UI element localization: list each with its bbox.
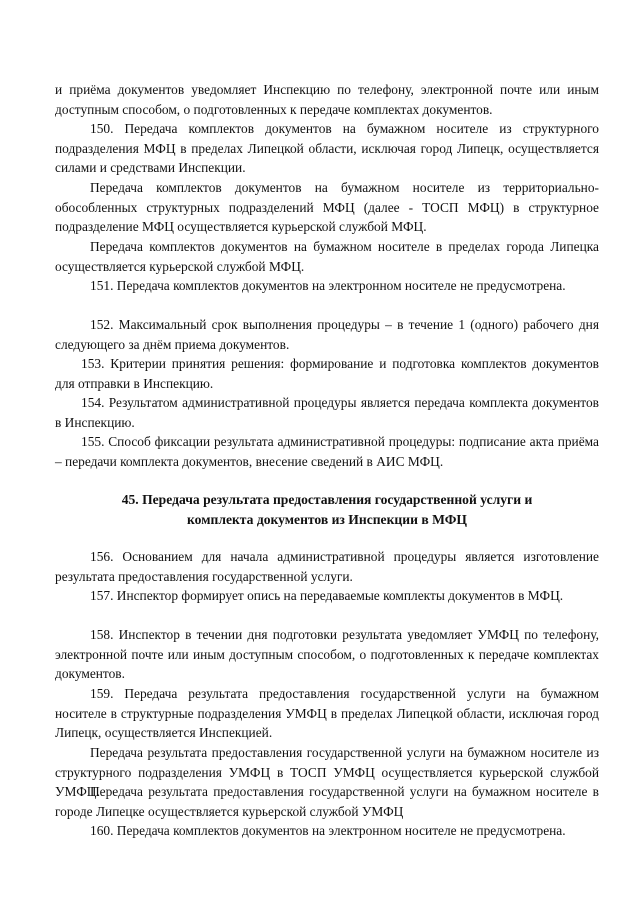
section-heading-line-1: 45. Передача результата предоставления государственной услуги и: [121, 492, 533, 507]
paragraph-150: 150. Передача комплектов документов на бумажном носителе из структурного подразделения МФЦ в пределах Липецкой области, исключая город Липецк, осуществляется силами и средствами Инспекции.: [55, 121, 599, 176]
paragraph-151: 151. Передача комплектов документов на электронном носителе не предусмотрена.: [90, 278, 566, 293]
paragraph-152: 152. Максимальный срок выполнения процедуры – в течение 1 (одного) рабочего дня следующего за днём приема документов.: [55, 317, 599, 352]
paragraph-153: 153. Критерии принятия решения: формирование и подготовка комплектов документов для отправки в Инспекцию.: [55, 356, 599, 391]
paragraph-159: 159. Передача результата предоставления государственной услуги на бумажном носителе в структурные подразделения УМФЦ в пределах Липецкой области, исключая город Липецк, осуществляется Инспекцией.: [55, 686, 599, 741]
paragraph-159-lipetsk: Передача результата предоставления государственной услуги на бумажном носителе в городе Липецке осуществляется курьерской службой УМФЦ: [55, 784, 599, 819]
paragraph-160: 160. Передача комплектов документов на электронном носителе не предусмотрена.: [90, 823, 566, 838]
paragraph-154: 154. Результатом административной процедуры является передача комплекта документов в Инспекцию.: [55, 395, 599, 430]
section-heading: [55, 490, 599, 529]
paragraph-155: 155. Способ фиксации результата административной процедуры: подписание акта приёма – передачи комплекта документов, внесение сведений в АИС МФЦ.: [55, 434, 599, 469]
paragraph-157: 157. Инспектор формирует опись на передаваемые комплекты документов в МФЦ.: [90, 588, 564, 603]
paragraph-continuation: и приёма документов уведомляет Инспекцию по телефону, электронной почте или иным доступным способом, о подготовленных к передаче комплектах документов.: [55, 82, 599, 117]
paragraph-158: 158. Инспектор в течении дня подготовки результата уведомляет УМФЦ по телефону, электронной почте или иным доступным способом, о подготовленных к передаче комплектах документов.: [55, 627, 599, 682]
paragraph-159-tosp: Передача результата предоставления государственной услуги на бумажном носителе из структурного подразделения УМФЦ в ТОСП УМФЦ осуществляется курьерской службой УМФЦ.: [55, 745, 599, 800]
paragraph-150-tosp: Передача комплектов документов на бумажном носителе из территориально-обособленных структурных подразделений МФЦ (далее - ТОСП МФЦ) в структурное подразделение МФЦ осуществляется курьерской службой МФЦ.: [55, 180, 599, 235]
paragraph-150-lipetsk: Передача комплектов документов на бумажном носителе в пределах города Липецка осуществляется курьерской службой МФЦ.: [55, 239, 599, 274]
section-heading-line-2: комплекта документов из Инспекции в МФЦ: [187, 511, 467, 527]
paragraph-156: 156. Основанием для начала административной процедуры является изготовление результата предоставления государственной услуги.: [55, 549, 599, 584]
